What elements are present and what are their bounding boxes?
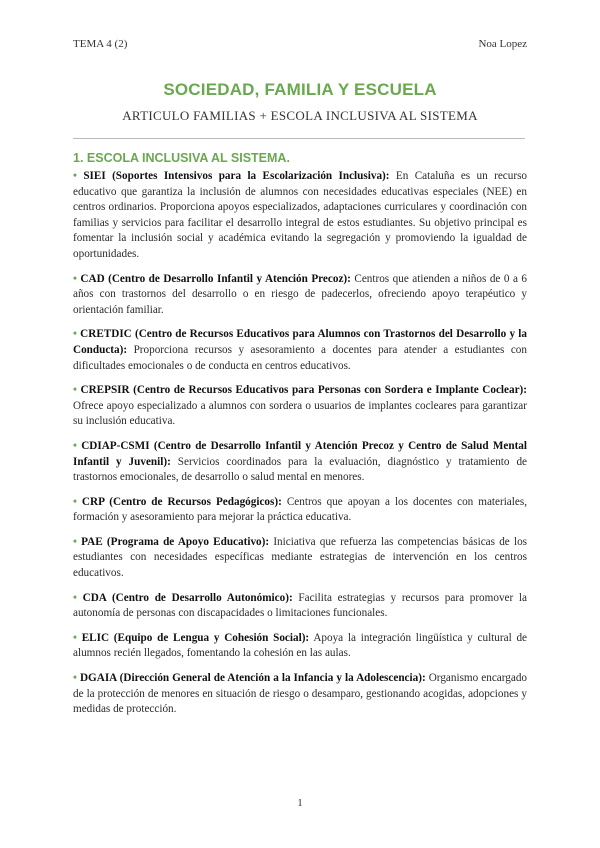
entry-term: CDA (Centro de Desarrollo Autonómico): — [82, 591, 293, 604]
entry-text: Organismo encargado de la protección de menores en situación de riesgo o desamparo, gestionando acogidas, adopciones y medidas de protección. — [73, 672, 528, 716]
entry-text: Facilita estrategias y recursos para promover la autonomía de personas con discapacidades o limitaciones funcionales. — [73, 591, 528, 620]
header-author: Noa Lopez — [478, 38, 527, 50]
header-left-text: TEMA 4 (2) — [73, 38, 128, 50]
list-item — [73, 327, 527, 374]
list-item — [73, 169, 527, 263]
section-heading: 1. ESCOLA INCLUSIVA AL SISTEMA. — [73, 151, 290, 165]
bullet-icon: • — [73, 672, 77, 685]
bullet-icon: • — [73, 591, 77, 604]
entry-list — [73, 169, 527, 727]
bullet-icon: • — [73, 631, 77, 644]
entry-text: Iniciativa que refuerza las competencias básicas de los estudiantes con necesidades específicas mediante estrategias de intervención en los centros educativos. — [73, 535, 528, 580]
entry-term: CAD (Centro de Desarrollo Infantil y Atención Precoz): — [80, 272, 351, 285]
list-item — [73, 272, 527, 319]
bullet-icon: • — [73, 170, 77, 182]
bullet-icon: • — [73, 439, 77, 452]
list-item — [73, 495, 527, 526]
bullet-icon: • — [73, 272, 77, 285]
list-item — [73, 631, 527, 662]
entry-term: CRP (Centro de Recursos Pedagógicos): — [81, 495, 282, 508]
entry-text: Servicios coordinados para la evaluación, diagnóstico y tratamiento de trastornos emocionales, de desarrollo o salud mental en menores. — [73, 455, 528, 484]
bullet-icon: • — [73, 495, 77, 508]
entry-text: Proporciona recursos y asesoramiento a docentes para atender a estudiantes con dificultades emocionales o de conducta en centros educativos. — [73, 343, 527, 372]
list-item — [73, 591, 527, 622]
page-number: 1 — [297, 797, 303, 809]
entry-term: PAE (Programa de Apoyo Educativo): — [81, 535, 270, 548]
divider — [73, 138, 525, 139]
document-subtitle: ARTICULO FAMILIAS + ESCOLA INCLUSIVA AL SISTEMA — [122, 108, 478, 123]
entry-term: ELIC (Equipo de Lengua y Cohesión Social): — [81, 631, 310, 644]
list-item — [73, 671, 527, 718]
entry-text: Centros que atienden a niños de 0 a 6 años con trastornos del desarrollo o en riesgo de padecerlos, ofreciendo apoyo terapéutico y orientación familiar. — [73, 272, 527, 316]
entry-text: Centros que apoyan a los docentes con materiales, formación y asesoramiento para mejorar la práctica educativa. — [73, 495, 528, 524]
entry-term: SIEI (Soportes Intensivos para la Escolarización Inclusiva): — [83, 170, 390, 182]
document-title: SOCIEDAD, FAMILIA Y ESCUELA — [163, 80, 437, 99]
bullet-icon: • — [73, 384, 77, 397]
list-item — [73, 535, 527, 582]
entry-text: En Cataluña es un recurso educativo que garantiza la inclusión de alumnos con necesidades educativas especiales (NEE) en centros ordinarios. Proporciona apoyos especializados, adaptaciones curriculares y coordinación con familias y servicios para facilitar el desarrollo integral de estos estudiantes. Su objetivo principal es fomentar la inclusión social y académica evitando la segregación y promoviendo la igualdad de oportunidades. — [73, 170, 528, 260]
entry-term: CRETDIC (Centro de Recursos Educativos para Alumnos con Trastornos del Desarrollo y la Conducta): — [73, 328, 527, 356]
list-item — [73, 383, 527, 430]
entry-text: Apoya la integración lingüística y cultural de alumnos recién llegados, fomentando la cohesión en las aulas. — [73, 631, 528, 660]
entry-text: Ofrece apoyo especializado a alumnos con sordera o usuarios de implantes cocleares para garantizar su inclusión educativa. — [73, 399, 527, 428]
bullet-icon: • — [73, 328, 77, 341]
entry-term: CDIAP-CSMI (Centro de Desarrollo Infantil y Atención Precoz y Centro de Salud Mental Infantil y Juvenil): — [73, 439, 527, 468]
bullet-icon: • — [73, 535, 77, 548]
entry-term: CREPSIR (Centro de Recursos Educativos para Personas con Sordera e Implante Coclear): — [80, 384, 528, 397]
entry-term: DGAIA (Dirección General de Atención a la Infancia y la Adolescencia): — [79, 672, 426, 685]
list-item — [73, 439, 527, 486]
